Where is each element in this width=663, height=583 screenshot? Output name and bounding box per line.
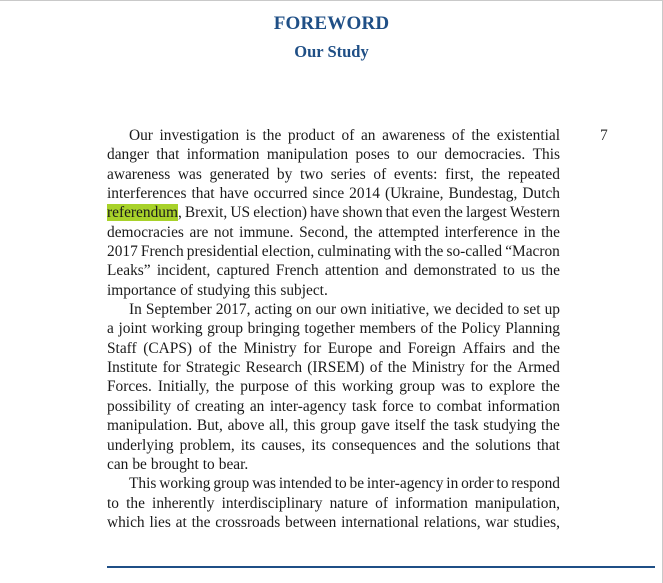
word: together (304, 320, 355, 338)
word: the (493, 359, 512, 377)
text-line (107, 223, 560, 242)
word: inter-agency (269, 397, 347, 415)
word: at (175, 513, 187, 531)
word: underlying (107, 436, 174, 454)
word: the (215, 378, 235, 396)
word: was (441, 378, 466, 396)
text-line (107, 513, 560, 532)
word: the (541, 262, 560, 280)
word: that (156, 146, 180, 164)
word: This (129, 475, 157, 493)
word: order (461, 475, 494, 493)
word: purpose (240, 378, 289, 396)
word: group (207, 320, 244, 338)
word: the (541, 417, 560, 435)
word: in (523, 223, 536, 241)
word: the (437, 320, 457, 338)
word: two (299, 165, 324, 183)
word: have (219, 185, 249, 203)
page-top-border (0, 0, 663, 1)
word: own (340, 301, 367, 319)
word: Second, (299, 223, 349, 241)
word: Western (509, 204, 560, 222)
word: of (373, 165, 387, 183)
word: the (191, 513, 211, 531)
word: combat (436, 397, 482, 415)
word: for (469, 359, 488, 377)
word: Affairs (462, 339, 506, 357)
word: Staff (107, 339, 137, 357)
word: our (315, 301, 337, 319)
page-number: 7 (600, 127, 608, 144)
word: that (385, 204, 409, 222)
word: working (341, 378, 394, 396)
word: a (107, 320, 114, 338)
word: first, (445, 165, 474, 183)
word: crossroads (215, 513, 281, 531)
text-line (107, 319, 560, 338)
word: In (129, 301, 142, 319)
word: awareness (107, 165, 171, 183)
word: the (450, 436, 470, 454)
word: Ministry (411, 359, 465, 377)
word: election, (261, 243, 315, 261)
word: to (507, 301, 520, 319)
word: so-called (446, 243, 503, 261)
word: explore (488, 378, 536, 396)
text-line (107, 339, 560, 358)
text-line (107, 261, 560, 280)
word: itself (394, 417, 426, 435)
word: Bundestag, (448, 185, 518, 203)
word: culminating (317, 243, 391, 261)
word: to (496, 475, 509, 493)
word: inherently (152, 494, 215, 512)
text-line (107, 377, 560, 396)
body-text[interactable] (107, 126, 560, 532)
word: working (159, 475, 211, 493)
word: US (230, 204, 251, 222)
word: this (254, 281, 277, 299)
word: the (424, 243, 444, 261)
word: the (481, 165, 501, 183)
word: (IRSEM) (307, 359, 365, 377)
word: that (536, 436, 560, 454)
word: occurred (253, 185, 308, 203)
word: Brexit, (184, 204, 228, 222)
word: task (453, 417, 479, 435)
word: bringing (247, 320, 300, 338)
word: to (502, 262, 515, 280)
word: 2017 (107, 243, 138, 261)
text-line (107, 358, 560, 377)
text-line (107, 281, 560, 300)
word: the (126, 494, 145, 512)
word: of (375, 494, 388, 512)
word: the (541, 223, 560, 241)
word: all, (269, 417, 289, 435)
word: French (275, 262, 319, 280)
word: subject. (280, 281, 328, 299)
word: of (369, 359, 383, 377)
word: importance (107, 281, 177, 299)
word: But, (196, 417, 223, 435)
word: 2017, (215, 301, 251, 319)
word: of (420, 320, 434, 338)
word: lies (149, 513, 171, 531)
word: and (512, 339, 535, 357)
text-line (107, 494, 560, 513)
word: that (191, 185, 215, 203)
word: intended (278, 475, 332, 493)
word: causes, (261, 436, 306, 454)
text-line (107, 416, 560, 435)
word: manipulation, (474, 494, 560, 512)
word: up (544, 301, 560, 319)
word: be (349, 475, 365, 493)
word: Planning (505, 320, 560, 338)
word: the (353, 223, 373, 241)
word: consequences (331, 436, 417, 454)
word: even (411, 204, 441, 222)
word: Forces. (107, 378, 152, 396)
word: force (382, 397, 414, 415)
word: an (360, 127, 376, 144)
word: our (416, 146, 438, 164)
word: of (294, 378, 308, 396)
word: and (385, 262, 408, 280)
word: group (213, 475, 250, 493)
word: task (351, 397, 377, 415)
word: the (262, 127, 282, 144)
word: Leaks” (107, 262, 151, 280)
word: studying (483, 417, 537, 435)
word: existential (496, 127, 560, 144)
word: of (451, 127, 465, 144)
word: gave (360, 417, 390, 435)
word: to (419, 397, 432, 415)
paragraph-first-line (107, 126, 560, 145)
word: of (341, 127, 355, 144)
text-line (107, 455, 560, 474)
text-line (107, 436, 560, 455)
word: working (151, 320, 203, 338)
word: the (430, 417, 449, 435)
bottom-divider (107, 566, 655, 568)
word: Research (245, 359, 303, 377)
word: attention (324, 262, 379, 280)
word: of (176, 397, 190, 415)
word: attempted (378, 223, 439, 241)
text-line (107, 397, 560, 416)
word: French (140, 243, 184, 261)
word: on (296, 301, 312, 319)
word: this (293, 417, 316, 435)
word: shown (342, 204, 383, 222)
word: interferences (107, 185, 187, 203)
word: can (107, 455, 129, 473)
word: investigation (159, 127, 240, 144)
word: of (180, 281, 194, 299)
word: the (471, 127, 491, 144)
word: since (312, 185, 345, 203)
word: problem, (179, 436, 235, 454)
word: generated (209, 165, 270, 183)
word: presidential (186, 243, 259, 261)
word: This (532, 146, 560, 164)
word: its (311, 436, 326, 454)
word: is (245, 127, 256, 144)
word: acting (254, 301, 293, 319)
word: by (276, 165, 293, 183)
word: international (341, 513, 419, 531)
word: Our (129, 127, 153, 144)
text-line (107, 242, 560, 261)
paragraph-first-line (107, 300, 560, 319)
word: between (285, 513, 337, 531)
word: repeated (507, 165, 560, 183)
word: interference (444, 223, 518, 241)
text-line (107, 145, 560, 164)
word: the (218, 339, 237, 357)
word: 2014 (349, 185, 380, 203)
word: possibility (107, 397, 172, 415)
word: awareness (382, 127, 446, 144)
word: Initially, (157, 378, 210, 396)
word: which (107, 513, 145, 531)
word: the (444, 204, 463, 222)
word: decided (455, 301, 504, 319)
word: and (378, 339, 402, 357)
word: product (287, 127, 335, 144)
word: referendum, (107, 204, 182, 222)
word: war (485, 513, 509, 531)
word: incident, (156, 262, 211, 280)
word: us (521, 262, 535, 280)
word: captured (216, 262, 270, 280)
word: poses (355, 146, 390, 164)
word: members (359, 320, 416, 338)
text-line (107, 165, 560, 184)
word: democracies. (444, 146, 526, 164)
word: to (470, 378, 483, 396)
word: largest (466, 204, 507, 222)
word: studying (197, 281, 251, 299)
word: an (249, 397, 265, 415)
highlighted-text: referendum (107, 204, 178, 222)
word: with (394, 243, 422, 261)
text-line (107, 184, 560, 203)
word: Institute (107, 359, 158, 377)
word: (CAPS) (143, 339, 193, 357)
word: for (303, 339, 322, 357)
word: be (132, 455, 147, 473)
word: “Macron (505, 243, 560, 261)
word: initiative, (370, 301, 430, 319)
word: Armed (517, 359, 560, 377)
word: manipulation. (107, 417, 193, 435)
word: and (422, 436, 445, 454)
word: have (310, 204, 340, 222)
word: was (177, 165, 202, 183)
word: manipulation (266, 146, 349, 164)
word: series (330, 165, 366, 183)
paragraph-first-line (107, 474, 560, 493)
word: studies, (513, 513, 560, 531)
word: events: (393, 165, 438, 183)
word: Strategic (185, 359, 241, 377)
word: to (107, 494, 119, 512)
word: above (227, 417, 265, 435)
word: Europe (327, 339, 373, 357)
word: nature (329, 494, 369, 512)
word: this (313, 378, 336, 396)
word: set (523, 301, 541, 319)
word: Foreign (407, 339, 456, 357)
word: to (334, 475, 347, 493)
word: information (186, 146, 260, 164)
word: respond (511, 475, 560, 493)
word: democracies (107, 223, 184, 241)
word: information (487, 397, 560, 415)
word: creating (194, 397, 245, 415)
word: election) (253, 204, 308, 222)
word: we (433, 301, 452, 319)
word: joint (118, 320, 147, 338)
word: not (213, 223, 234, 241)
word: immune. (239, 223, 294, 241)
word: group (320, 417, 357, 435)
chapter-title: FOREWORD (273, 13, 390, 34)
word: relations, (423, 513, 481, 531)
word: group (399, 378, 436, 396)
word: inter-agency (366, 475, 444, 493)
word: its (240, 436, 256, 454)
word: of (198, 339, 212, 357)
word: in (446, 475, 459, 493)
word: demonstrated (413, 262, 497, 280)
word: the (541, 339, 560, 357)
word: are (189, 223, 209, 241)
text-line (107, 203, 560, 222)
word: September (145, 301, 212, 319)
word: (Ukraine, (384, 185, 444, 203)
word: the (541, 378, 560, 396)
word: interdisciplinary (221, 494, 323, 512)
word: to (397, 146, 410, 164)
word: danger (107, 146, 149, 164)
word: solutions (475, 436, 531, 454)
word: was (252, 475, 277, 493)
word: for (162, 359, 181, 377)
word: to (202, 455, 215, 473)
word: Dutch (522, 185, 560, 203)
word: Policy (461, 320, 501, 338)
word: the (387, 359, 407, 377)
word: information (395, 494, 468, 512)
word: brought (150, 455, 199, 473)
word: bear. (218, 455, 249, 473)
chapter-subtitle: Our Study (294, 42, 369, 61)
word: Ministry (243, 339, 297, 357)
